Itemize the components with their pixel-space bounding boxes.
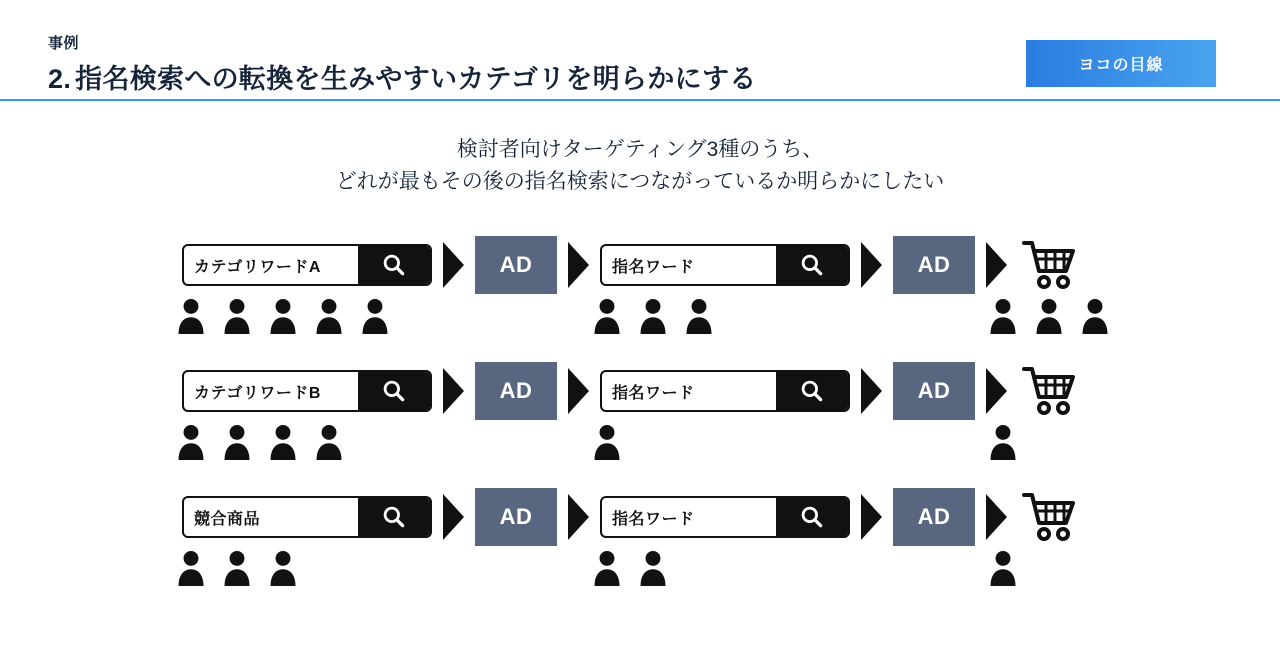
ad-block: AD bbox=[475, 236, 557, 294]
cart-block bbox=[1018, 488, 1086, 546]
flow-sequence bbox=[182, 362, 1086, 420]
person-icon bbox=[222, 424, 252, 460]
branded-search-keyword: 指名ワード bbox=[612, 384, 695, 402]
page-title bbox=[48, 57, 757, 96]
people-group-purchase bbox=[988, 424, 1018, 460]
triangle-arrow-icon bbox=[861, 494, 882, 540]
person-icon bbox=[988, 424, 1018, 460]
people-group-purchase bbox=[988, 298, 1110, 334]
ad-block: AD bbox=[475, 488, 557, 546]
shopping-cart-icon bbox=[1020, 237, 1084, 293]
people-group-branded bbox=[592, 424, 622, 460]
people-group-purchase bbox=[988, 550, 1018, 586]
magnifier-icon bbox=[799, 252, 825, 278]
page-title-text: 指名検索への転換を生みやすいカテゴリを明らかにする bbox=[75, 64, 757, 94]
ad-block: AD bbox=[893, 362, 975, 420]
person-icon bbox=[638, 550, 668, 586]
search-button[interactable] bbox=[358, 246, 430, 284]
person-icon bbox=[222, 550, 252, 586]
person-icon bbox=[360, 298, 390, 334]
eyebrow-label: 事例 bbox=[48, 35, 80, 52]
branded-search-box[interactable] bbox=[600, 370, 850, 412]
triangle-arrow-icon bbox=[861, 368, 882, 414]
search-button[interactable] bbox=[358, 498, 430, 536]
flow-sequence bbox=[182, 236, 1086, 294]
person-icon bbox=[268, 298, 298, 334]
cart-block bbox=[1018, 236, 1086, 294]
status-badge: ヨコの目線 bbox=[1026, 40, 1216, 87]
search-button[interactable] bbox=[776, 246, 848, 284]
triangle-arrow-icon bbox=[443, 494, 464, 540]
flow-row bbox=[0, 488, 1280, 614]
triangle-arrow-icon bbox=[986, 242, 1007, 288]
person-icon bbox=[1034, 298, 1064, 334]
search-box[interactable] bbox=[182, 244, 432, 286]
flow-sequence bbox=[182, 488, 1086, 546]
person-icon bbox=[222, 298, 252, 334]
search-keyword: カテゴリワードB bbox=[194, 384, 321, 402]
person-icon bbox=[176, 424, 206, 460]
person-icon bbox=[592, 424, 622, 460]
person-icon bbox=[176, 298, 206, 334]
people-group-branded bbox=[592, 298, 714, 334]
person-icon bbox=[592, 298, 622, 334]
shopping-cart-icon bbox=[1020, 489, 1084, 545]
search-button[interactable] bbox=[776, 372, 848, 410]
person-icon bbox=[1080, 298, 1110, 334]
people-group-first bbox=[176, 298, 390, 334]
branded-search-box[interactable] bbox=[600, 244, 850, 286]
magnifier-icon bbox=[381, 252, 407, 278]
lead-line-1: 検討者向けターゲティング3種のうち、 bbox=[456, 138, 824, 161]
person-icon bbox=[684, 298, 714, 334]
person-icon bbox=[988, 550, 1018, 586]
search-keyword: 競合商品 bbox=[194, 510, 261, 528]
branded-search-keyword: 指名ワード bbox=[612, 258, 695, 276]
ad-block: AD bbox=[475, 362, 557, 420]
slide-header bbox=[0, 0, 1280, 101]
person-icon bbox=[592, 550, 622, 586]
ad-block: AD bbox=[893, 236, 975, 294]
triangle-arrow-icon bbox=[986, 368, 1007, 414]
person-icon bbox=[638, 298, 668, 334]
lead-line-2: どれが最もその後の指名検索につながっているか明らかにしたい bbox=[335, 169, 945, 193]
search-keyword: カテゴリワードA bbox=[194, 258, 321, 276]
person-icon bbox=[988, 298, 1018, 334]
triangle-arrow-icon bbox=[568, 494, 589, 540]
person-icon bbox=[268, 424, 298, 460]
search-box[interactable] bbox=[182, 370, 432, 412]
cart-block bbox=[1018, 362, 1086, 420]
magnifier-icon bbox=[799, 378, 825, 404]
triangle-arrow-icon bbox=[986, 494, 1007, 540]
page-title-number: 2. bbox=[48, 64, 72, 94]
triangle-arrow-icon bbox=[861, 242, 882, 288]
magnifier-icon bbox=[799, 504, 825, 530]
person-icon bbox=[268, 550, 298, 586]
people-group-branded bbox=[592, 550, 668, 586]
people-group-first bbox=[176, 424, 344, 460]
flow-row bbox=[0, 362, 1280, 488]
shopping-cart-icon bbox=[1020, 363, 1084, 419]
people-group-first bbox=[176, 550, 298, 586]
flow-row bbox=[0, 236, 1280, 362]
triangle-arrow-icon bbox=[568, 368, 589, 414]
flow-rows bbox=[0, 236, 1280, 614]
search-button[interactable] bbox=[358, 372, 430, 410]
person-icon bbox=[176, 550, 206, 586]
triangle-arrow-icon bbox=[568, 242, 589, 288]
magnifier-icon bbox=[381, 504, 407, 530]
magnifier-icon bbox=[381, 378, 407, 404]
search-button[interactable] bbox=[776, 498, 848, 536]
branded-search-keyword: 指名ワード bbox=[612, 510, 695, 528]
ad-block: AD bbox=[893, 488, 975, 546]
triangle-arrow-icon bbox=[443, 368, 464, 414]
search-box[interactable] bbox=[182, 496, 432, 538]
branded-search-box[interactable] bbox=[600, 496, 850, 538]
lead-text bbox=[0, 134, 1280, 197]
triangle-arrow-icon bbox=[443, 242, 464, 288]
person-icon bbox=[314, 298, 344, 334]
person-icon bbox=[314, 424, 344, 460]
